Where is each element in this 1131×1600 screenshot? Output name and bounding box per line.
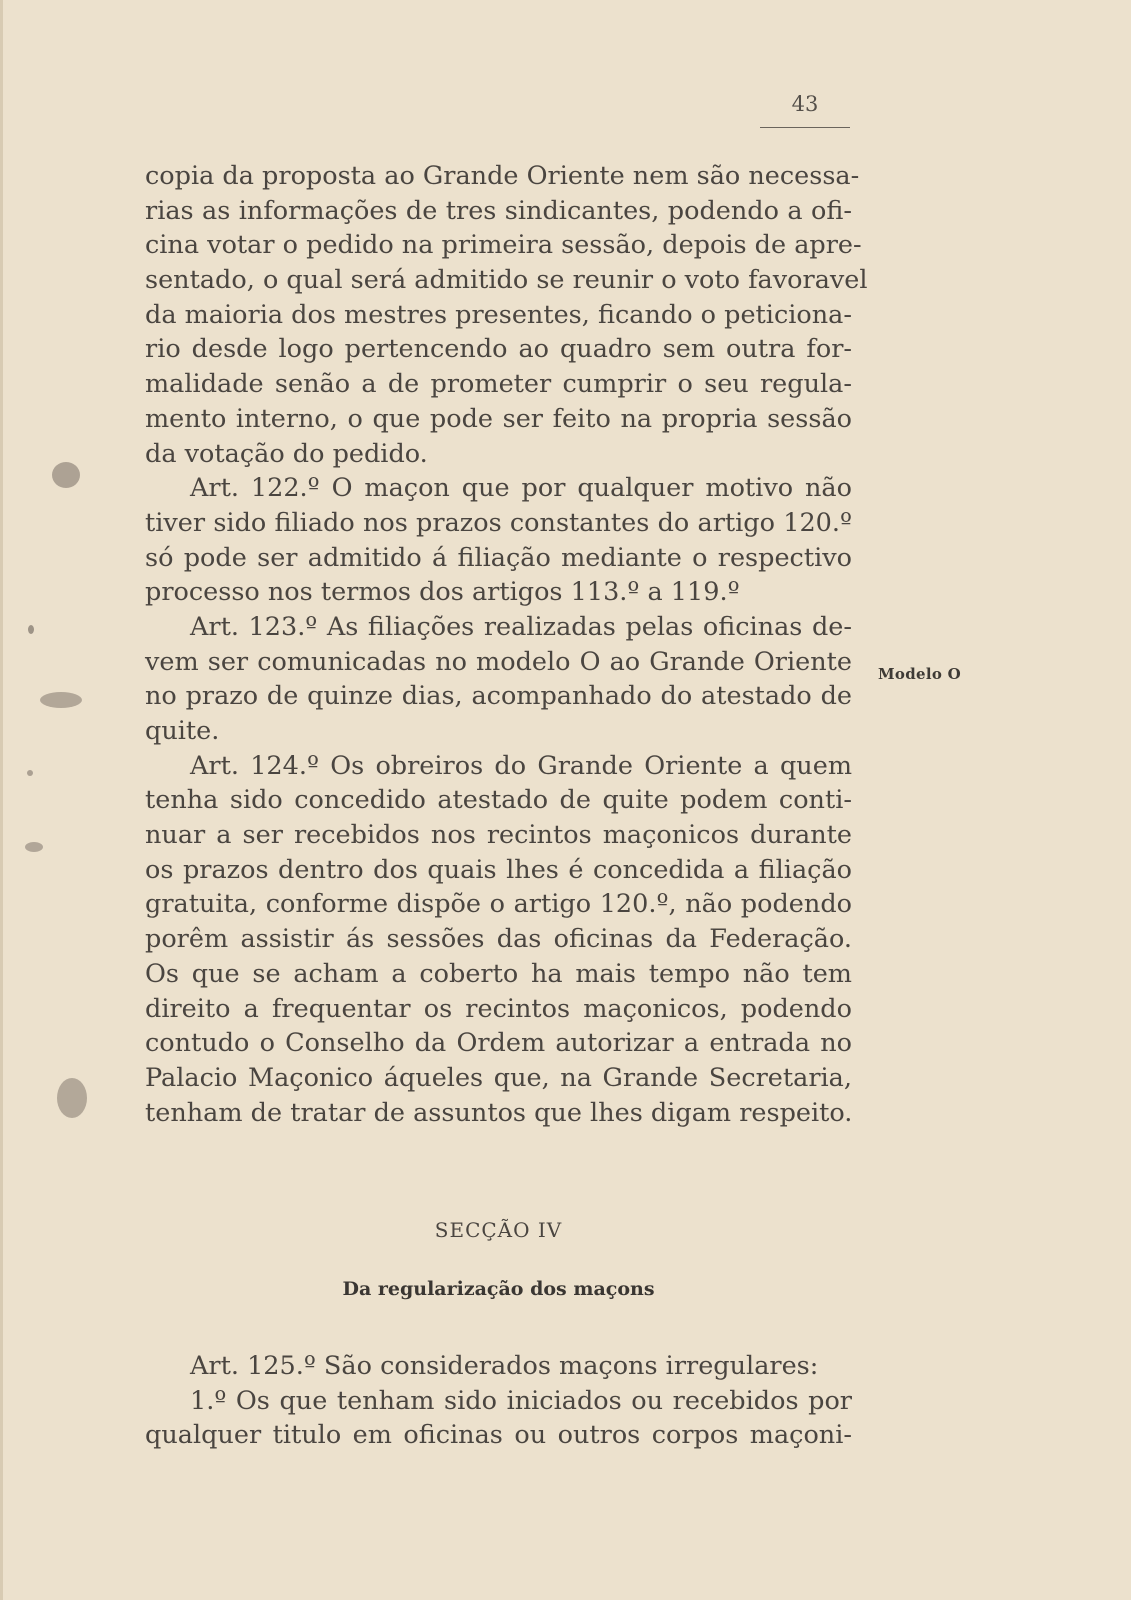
text-line: direito a frequentar os recintos maçonicos, podendo <box>145 993 852 1024</box>
text-line: Palacio Maçonico áqueles que, na Grande Secretaria, <box>145 1062 852 1093</box>
text-line: no prazo de quinze dias, acompanhado do atestado de <box>145 681 852 712</box>
ink-stain <box>28 625 34 634</box>
text-line: mento interno, o que pode ser feito na propria sessão <box>145 403 852 434</box>
text-line: quite. <box>145 716 220 746</box>
text-line: vem ser comunicadas no modelo O ao Grande Oriente <box>145 646 852 677</box>
text-line: copia da proposta ao Grande Oriente nem são necessa- <box>145 161 860 191</box>
text-line: rias as informações de tres sindicantes, podendo a ofi- <box>145 195 852 226</box>
text-line: qualquer titulo em oficinas ou outros corpos maçoni- <box>145 1420 852 1451</box>
text-line: porêm assistir ás sessões das oficinas da Federação. <box>145 924 852 955</box>
text-line: 1.º Os que tenham sido iniciados ou recebidos por <box>190 1385 852 1416</box>
text-line: nuar a ser recebidos nos recintos maçonicos durante <box>145 820 852 851</box>
text-line: cina votar o pedido na primeira sessão, depois de apre- <box>145 230 862 261</box>
margin-note-modelo: Modelo O <box>878 665 962 683</box>
section-subtitle: Da regularização dos maçons <box>342 1278 655 1300</box>
binding-edge <box>0 0 3 1600</box>
ink-stain <box>57 1078 87 1118</box>
text-line: os prazos dentro dos quais lhes é concedida a filiação <box>145 854 852 885</box>
article-125-start: Art. 125.º São considerados maçons irregulares: <box>190 1351 819 1381</box>
text-line: tenham de tratar de assuntos que lhes digam respeito. <box>145 1097 853 1128</box>
text-line: tenha sido concedido atestado de quite podem conti- <box>145 785 852 816</box>
ink-stain <box>27 770 33 776</box>
text-line: da maioria dos mestres presentes, ficando o peticiona- <box>145 299 852 330</box>
text-line: Os que se acham a coberto ha mais tempo não tem <box>145 958 852 989</box>
page-number: 43 <box>791 92 819 116</box>
ink-stain <box>25 842 43 852</box>
text-line: processo nos termos dos artigos 113.º a 119.º <box>145 577 740 608</box>
body-text-top <box>145 159 868 1130</box>
text-line: só pode ser admitido á filiação mediante o respectivo <box>145 542 852 573</box>
text-line: malidade senão a de prometer cumprir o seu regula- <box>145 369 852 400</box>
section-title: SECÇÃO IV <box>434 1218 563 1242</box>
text-line: gratuita, conforme dispõe o artigo 120.º, não podendo <box>145 889 852 920</box>
body-text-bottom <box>145 1349 852 1453</box>
article-124-start: Art. 124.º Os obreiros do Grande Oriente a quem <box>190 750 852 781</box>
text-line: rio desde logo pertencendo ao quadro sem outra for- <box>145 334 852 365</box>
text-line: da votação do pedido. <box>145 438 428 469</box>
article-122-start: Art. 122.º O maçon que por qualquer motivo não <box>190 473 852 504</box>
ink-stain <box>52 462 80 488</box>
article-123-start: Art. 123.º As filiações realizadas pelas oficinas de- <box>190 611 852 642</box>
text-line: tiver sido filiado nos prazos constantes do artigo 120.º <box>145 507 852 538</box>
text-line: sentado, o qual será admitido se reunir o voto favoravel <box>145 265 868 296</box>
ink-stain <box>40 692 82 708</box>
header-rule <box>760 127 850 128</box>
text-line: contudo o Conselho da Ordem autorizar a entrada no <box>145 1028 852 1059</box>
